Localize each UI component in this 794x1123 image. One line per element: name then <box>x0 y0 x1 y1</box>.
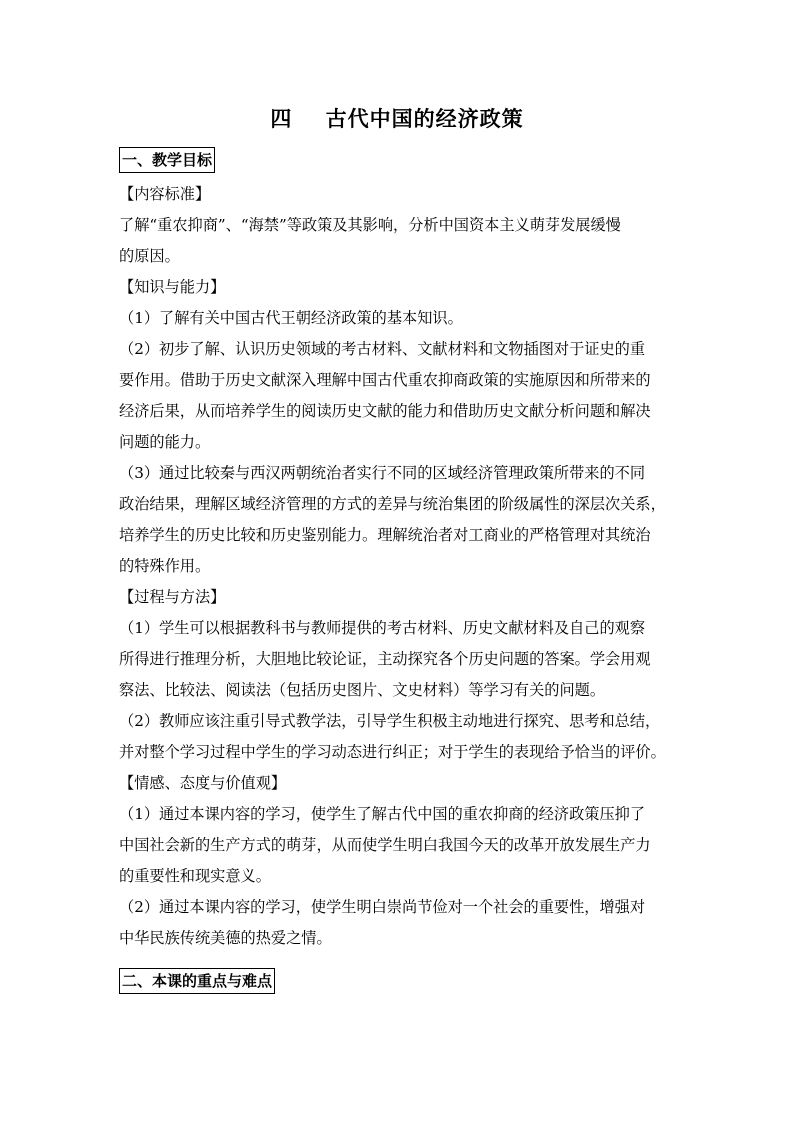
page-title: 四 古代中国的经济政策 <box>270 106 524 131</box>
values-line: （2）通过本课内容的学习，使学生明白崇尚节俭对一个社会的重要性，增强对 <box>119 898 646 916</box>
process-line: （1）学生可以根据教科书与教师提供的考古材料、历史文献材料及自己的观察 <box>119 619 646 637</box>
values-line: 中华民族传统美德的热爱之情。 <box>119 929 332 947</box>
values-line: 的重要性和现实意义。 <box>119 867 271 885</box>
values-heading: 【情感、态度与价值观】 <box>119 774 287 792</box>
knowledge-line: 问题的能力。 <box>119 433 211 451</box>
content-standard-heading: 【内容标准】 <box>119 185 211 203</box>
values-line: （1）通过本课内容的学习，使学生了解古代中国的重农抑商的经济政策压抑了 <box>119 805 646 823</box>
process-line: 所得进行推理分析，大胆地比较论证，主动探究各个历史问题的答案。学会用观 <box>119 650 651 668</box>
knowledge-line: （1）了解有关中国古代王朝经济政策的基本知识。 <box>119 309 463 327</box>
knowledge-heading: 【知识与能力】 <box>119 278 226 296</box>
knowledge-line: 培养学生的历史比较和历史鉴别能力。理解统治者对工商业的严格管理对其统治 <box>119 526 651 544</box>
knowledge-line: 经济后果，从而培养学生的阅读历史文献的能力和借助历史文献分析问题和解决 <box>119 402 651 420</box>
content-standard-line: 的原因。 <box>119 247 180 265</box>
content-standard-line: 了解“重农抑商”、“海禁”等政策及其影响，分析中国资本主义萌芽发展缓慢 <box>119 216 621 234</box>
knowledge-line: 政治结果，理解区域经济管理的方式的差异与统治集团的阶级属性的深层次关系， <box>119 495 666 513</box>
knowledge-line: （2）初步了解、认识历史领域的考古材料、文献材料和文物插图对于证史的重 <box>119 340 646 358</box>
knowledge-line: 的特殊作用。 <box>119 557 211 575</box>
section-heading-objectives: 一、教学目标 <box>119 147 215 173</box>
process-heading: 【过程与方法】 <box>119 588 226 606</box>
section-heading-key-points: 二、本课的重点与难点 <box>119 968 275 994</box>
values-line: 中国社会新的生产方式的萌芽，从而使学生明白我国今天的改革开放发展生产力 <box>119 836 651 854</box>
process-line: 并对整个学习过程中学生的学习动态进行纠正；对于学生的表现给予恰当的评价。 <box>119 743 666 761</box>
process-line: （2）教师应该注重引导式教学法，引导学生积极主动地进行探究、思考和总结， <box>119 712 661 730</box>
process-line: 察法、比较法、阅读法（包括历史图片、文史材料）等学习有关的问题。 <box>119 681 605 699</box>
knowledge-line: 要作用。借助于历史文献深入理解中国古代重农抑商政策的实施原因和所带来的 <box>119 371 651 389</box>
knowledge-line: （3）通过比较秦与西汉两朝统治者实行不同的区域经济管理政策所带来的不同 <box>119 464 646 482</box>
